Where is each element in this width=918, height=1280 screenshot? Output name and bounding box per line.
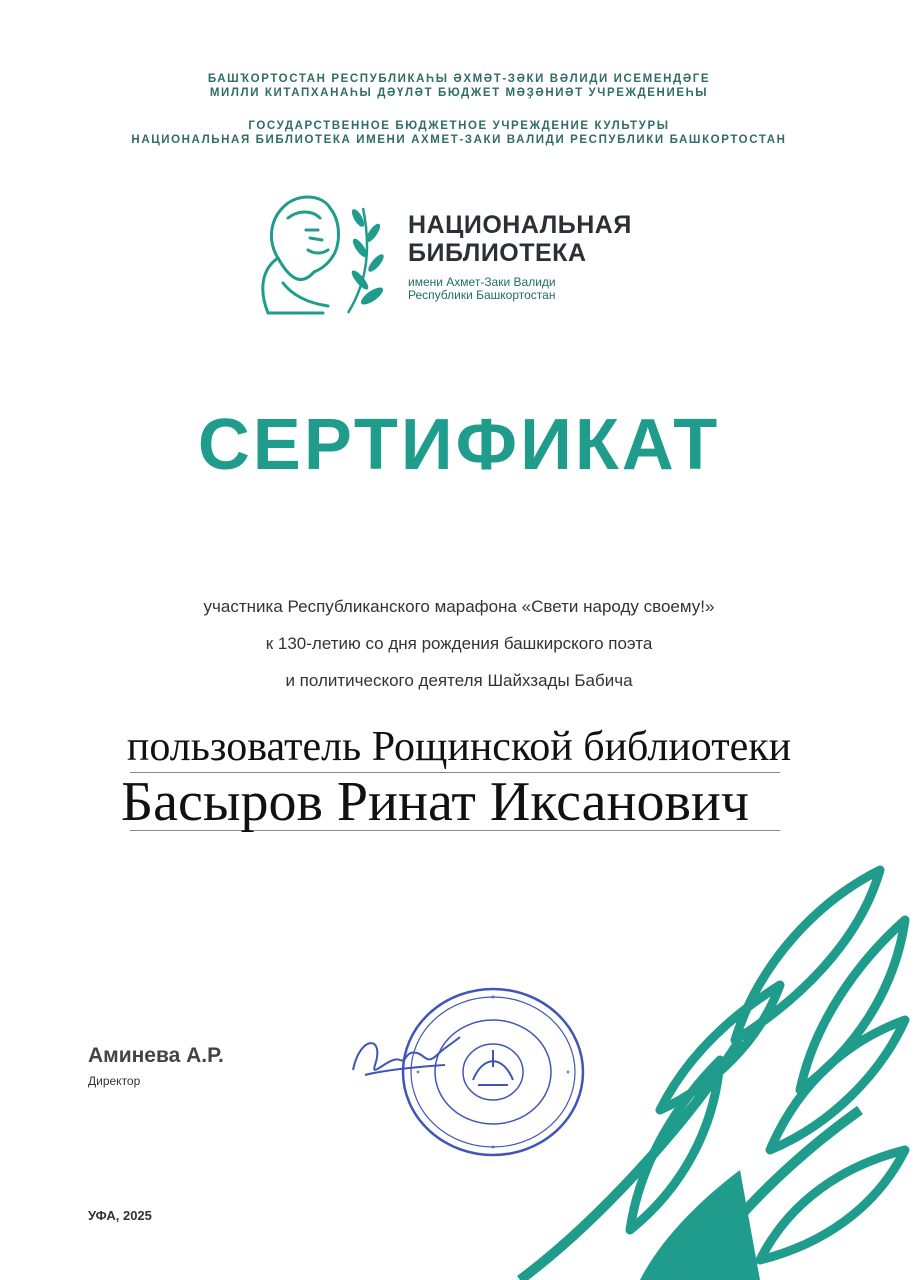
signatory-role: Директор (88, 1074, 141, 1088)
logo-subtitle-line: имени Ахмет-Заки Валиди (408, 275, 556, 289)
library-logo (248, 188, 678, 318)
description-line: участника Республиканского марафона «Свети народу своему!» (203, 597, 715, 616)
header-russian-line: ГОСУДАРСТВЕННОЕ БЮДЖЕТНОЕ УЧРЕЖДЕНИЕ КУЛЬТУРЫ (248, 120, 670, 132)
header-bashkir-line: БАШҠОРТОСТАН РЕСПУБЛИКАҺЫ ӘХМӘТ-ЗӘКИ ВӘЛИДИ ИСЕМЕНДӘГЕ (207, 73, 711, 85)
description-line: и политического деятеля Шайхзады Бабича (285, 671, 633, 690)
portrait-logo-icon (248, 188, 388, 318)
description-line: к 130-летию со дня рождения башкирского поэта (265, 634, 653, 653)
header-russian (0, 119, 918, 147)
header-bashkir-line: МИЛЛИ КИТАПХАНАҺЫ ДӘҮЛӘТ БЮДЖЕТ МӘҘӘНИӘТ УЧРЕЖДЕНИЕҺЫ (209, 87, 709, 99)
signatory-name: Аминева А.Р. (88, 1044, 224, 1067)
logo-title-line: НАЦИОНАЛЬНАЯ (408, 211, 632, 239)
city-year: УФА, 2025 (88, 1208, 152, 1223)
certificate-title: СЕРТИФИКАТ (197, 405, 721, 485)
header-bashkir (0, 72, 918, 100)
logo-title-line: БИБЛИОТЕКА (408, 239, 587, 267)
header-russian-line: НАЦИОНАЛЬНАЯ БИБЛИОТЕКА ИМЕНИ АХМЕТ-ЗАКИ ВАЛИДИ РЕСПУБЛИКИ БАШКОРТОСТАН (131, 134, 787, 146)
recipient-affiliation: пользователь Рощинской библиотеки (126, 724, 792, 770)
recipient-name: Басыров Ринат Иксанович (120, 771, 750, 833)
logo-subtitle-line: Республики Башкортостан (408, 288, 556, 302)
official-stamp-icon (398, 985, 588, 1160)
laurel-branch-icon (348, 207, 386, 313)
